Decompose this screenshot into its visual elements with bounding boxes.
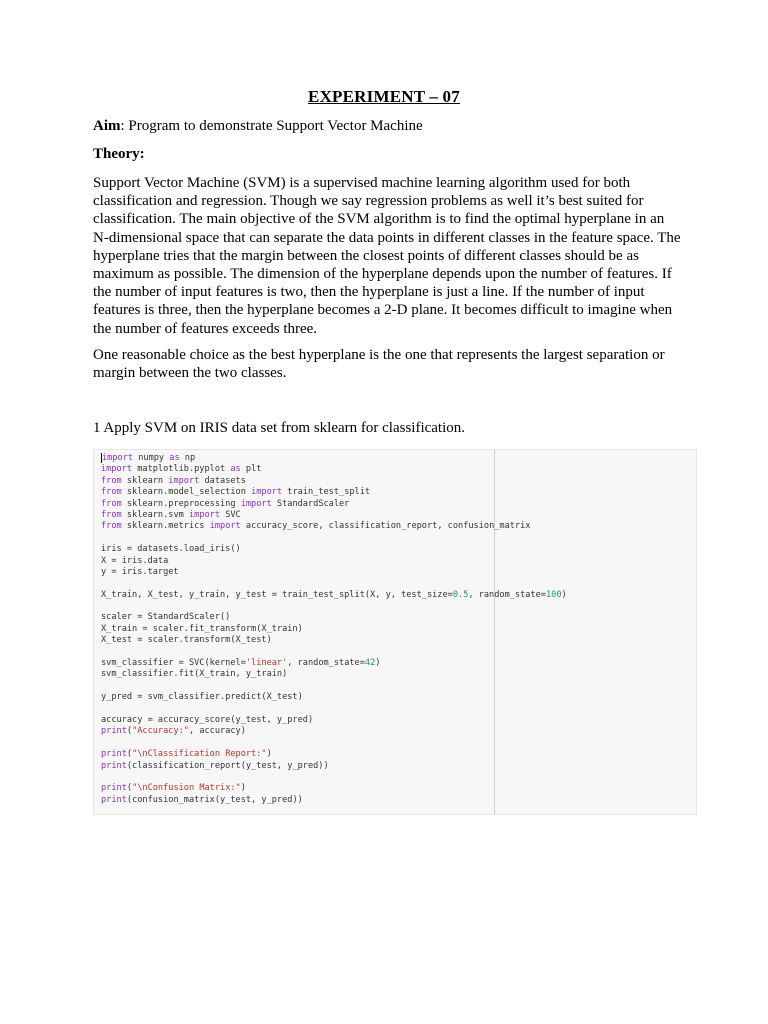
aim-label: Aim (93, 118, 121, 134)
code-line (101, 772, 567, 783)
aim-line (93, 118, 423, 135)
code-line: X_train = scaler.fit_transform(X_train) (101, 623, 303, 634)
code-line: X = iris.data (101, 555, 169, 566)
code-line: from sklearn import datasets (101, 475, 246, 486)
code-line: y_pred = svm_classifier.predict(X_test) (101, 692, 303, 703)
code-line: print("Accuracy:", accuracy) (101, 726, 246, 737)
code-line: from sklearn.preprocessing import StandardScaler (101, 498, 350, 509)
code-line: accuracy = accuracy_score(y_test, y_pred) (101, 714, 314, 725)
code-line: scaler = StandardScaler() (101, 612, 231, 623)
code-line: from sklearn.model_selection import train_test_split (101, 487, 371, 498)
code-line: svm_classifier.fit(X_train, y_train) (101, 669, 288, 680)
code-line: from sklearn.metrics import accuracy_score, classification_report, confusion_matrix (101, 521, 531, 532)
code-line (101, 681, 567, 692)
code-line: print("\nClassification Report:") (101, 749, 272, 760)
code-line (101, 647, 567, 658)
aim-text: : Program to demonstrate Support Vector Machine (120, 118, 423, 134)
code-line (101, 578, 567, 589)
code-line: import numpy as np (102, 453, 196, 463)
code-line: import matplotlib.pyplot as plt (101, 464, 262, 475)
code-line (101, 704, 567, 715)
code-line: y = iris.target (101, 566, 179, 577)
code-line: print(classification_report(y_test, y_pred)) (101, 760, 329, 771)
code-line: svm_classifier = SVC(kernel='linear', random_state=42) (101, 658, 381, 669)
theory-heading: Theory: (93, 146, 145, 162)
code-screenshot (93, 449, 697, 815)
task-heading: 1 Apply SVM on IRIS data set from sklearn for classification. (93, 420, 466, 436)
code-line (101, 601, 567, 612)
code-line (101, 738, 567, 749)
code-line: X_train, X_test, y_train, y_test = train_test_split(X, y, test_size=0.5, random_state=100) (101, 589, 567, 600)
code-line: print("\nConfusion Matrix:") (101, 783, 246, 794)
theory-paragraph-2: One reasonable choice as the best hyperplane is the one that represents the largest separation or margin between the two classes. (93, 347, 665, 382)
code-line: print(confusion_matrix(y_test, y_pred)) (101, 794, 303, 805)
code-block (101, 453, 567, 806)
theory-paragraph-1: Support Vector Machine (SVM) is a supervised machine learning algorithm used for both classification and regression. Though we say regression problems as well it’s best suited for classification. The main objective of the SVM algorithm is to find the optimal hyperplane in an N-dimensional space that can separate the data points in different classes in the feature space. The hyperplane tries that the margin between the closest points of different classes should be as maximum as possible. The dimension of the hyperplane depends upon the number of features. If the number of input features is two, then the hyperplane is just a line. If the number of input features is three, then the hyperplane becomes a 2-D plane. It becomes difficult to imagine when the number of features exceeds three. (93, 175, 681, 337)
experiment-title: EXPERIMENT – 07 (308, 87, 460, 106)
code-line: X_test = scaler.transform(X_test) (101, 635, 272, 646)
code-line: from sklearn.svm import SVC (101, 509, 241, 520)
code-line (101, 533, 567, 544)
code-line: iris = datasets.load_iris() (101, 544, 241, 555)
